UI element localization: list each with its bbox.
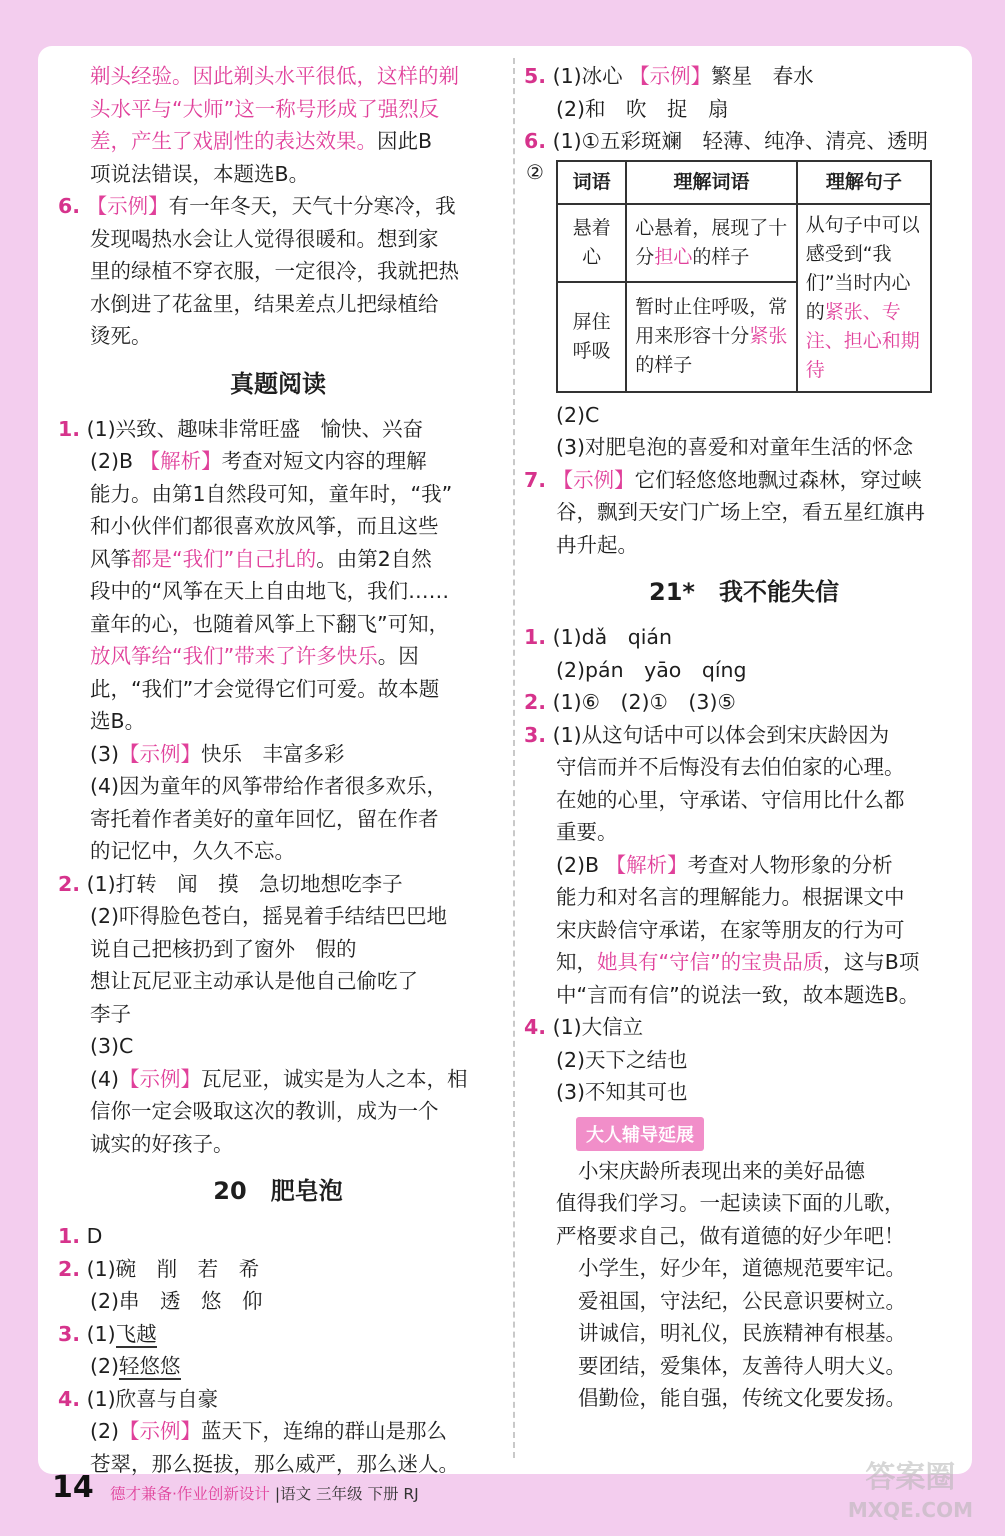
page-number: 14 bbox=[52, 1470, 94, 1505]
q7-text: 它们轻悠悠地飘过森林，穿过峡 bbox=[634, 467, 922, 492]
meaning-highlight: 紧张 bbox=[749, 325, 788, 348]
l20-q3-underlined: 轻悠悠 bbox=[119, 1354, 181, 1378]
l21-q1-number: 1. bbox=[524, 625, 547, 649]
q5-number: 5. bbox=[524, 64, 547, 88]
tutor-line: 小宋庆龄所表现出来的美好品德 bbox=[578, 1158, 865, 1183]
vocab-table-header bbox=[557, 161, 931, 204]
r1-line: 此，“我们”才会觉得它们可爱。故本题 bbox=[90, 676, 440, 701]
meaning-text: 的样子 bbox=[635, 354, 693, 377]
l20-line bbox=[58, 1383, 498, 1416]
l21-highlight: 她具有“守信”的宝贵品质 bbox=[597, 950, 824, 974]
tutor-line: 值得我们学习。一起读读下面的儿歌， bbox=[556, 1191, 905, 1215]
q6-line: 里的绿植不穿衣服，一定很冷，我就把热 bbox=[90, 259, 459, 283]
r1-line: 段中的“风筝在天上自由地飞，我们…… bbox=[90, 579, 450, 603]
r2-line: 李子 bbox=[90, 1001, 131, 1026]
example-tag: 【示例】 bbox=[119, 1066, 202, 1091]
l21-line: 中“言而有信”的说法一致，故本题选B。 bbox=[556, 982, 920, 1007]
meaning-text: 心悬着，展现了十分 bbox=[635, 216, 788, 268]
q5-example: 繁星 春水 bbox=[711, 64, 814, 88]
r1-analysis: 考查对短文内容的理解 bbox=[221, 449, 427, 473]
q6-text: 有一年冬天，天气十分寒冷，我 bbox=[168, 194, 456, 218]
r1-highlight: 放风筝给“我们”带来了许多快乐 bbox=[90, 644, 378, 668]
l21-q3-text: (1)从这句话中可以体会到宋庆龄因为 bbox=[552, 722, 890, 747]
footer-brand: 德才兼备·作业创新设计 bbox=[110, 1485, 270, 1503]
intro-tail: 因此B bbox=[377, 129, 433, 153]
r2-line: 诚实的好孩子。 bbox=[90, 1131, 234, 1156]
r1-line: 的记忆中，久久不忘。 bbox=[90, 839, 295, 863]
answer-page bbox=[38, 46, 972, 1474]
l21-line bbox=[524, 686, 964, 719]
poem-line: 小学生，好少年，道德规范要牢记。 bbox=[578, 1256, 906, 1280]
table-row bbox=[557, 204, 931, 282]
section-title: 真题阅读 bbox=[230, 369, 326, 398]
word-cell: 悬着心 bbox=[557, 204, 626, 282]
l21-text: ，这与B项 bbox=[823, 950, 920, 974]
q6-line bbox=[58, 190, 498, 223]
r1-line bbox=[58, 413, 498, 446]
r1-highlight: 都是“我们”自己扎的 bbox=[131, 546, 317, 571]
l21-q3-number: 3. bbox=[524, 722, 547, 747]
footer-divider: | bbox=[274, 1485, 281, 1503]
analysis-tag: 【解析】 bbox=[139, 449, 222, 473]
l20-line bbox=[58, 1350, 498, 1383]
l20-line bbox=[58, 1220, 498, 1253]
intro-highlight: 差，产生了戏剧性的表达效果。 bbox=[90, 129, 377, 153]
r2-number: 2. bbox=[58, 871, 81, 896]
l20-q3-prefix: (1) bbox=[86, 1321, 116, 1346]
example-tag: 【示例】 bbox=[119, 1419, 202, 1443]
meaning-cell bbox=[626, 204, 796, 282]
r2-line: 说自己把核扔到了窗外 假的 bbox=[90, 936, 357, 961]
r1-answer-3-text: 快乐 丰富多彩 bbox=[201, 741, 345, 766]
r2-line: 想让瓦尼亚主动承认是他自己偷吃了 bbox=[90, 969, 418, 993]
l21-q4-answer: (1)大信立 bbox=[552, 1015, 644, 1039]
l21-line: 守信而并不后悔没有去伯伯家的心理。 bbox=[556, 755, 905, 779]
q5-line bbox=[524, 60, 964, 93]
word-cell: 屏住呼吸 bbox=[557, 282, 626, 392]
header-cell: 词语 bbox=[557, 161, 626, 204]
l21-line: (2)pán yāo qíng bbox=[556, 657, 747, 682]
l20-q1-number: 1. bbox=[58, 1224, 81, 1248]
r1-line: 童年的心，也随着风筝上下翻飞”可知， bbox=[90, 611, 450, 636]
header-cell: 理解词语 bbox=[626, 161, 796, 204]
q7-number: 7. bbox=[524, 467, 547, 492]
l21-q4-number: 4. bbox=[524, 1015, 547, 1039]
example-tag: 【示例】 bbox=[552, 467, 635, 492]
r1-text: 风筝 bbox=[90, 546, 131, 571]
q6r-answer-1: (1)①五彩斑斓 轻薄、纯净、清亮、透明 bbox=[552, 129, 929, 153]
r1-answer-3: (3) bbox=[90, 741, 120, 766]
intro-line bbox=[58, 125, 498, 158]
sentence-cell bbox=[797, 204, 931, 392]
r1-number: 1. bbox=[58, 416, 81, 441]
r2-answer-4-text: 瓦尼亚，诚实是为人之本，相 bbox=[201, 1066, 468, 1091]
footer bbox=[110, 1482, 419, 1504]
footer-subject: 语文 三年级 下册 RJ bbox=[280, 1485, 419, 1503]
l20-q3-underlined: 飞越 bbox=[115, 1321, 157, 1346]
r1-answer-2: (2)B bbox=[90, 449, 134, 473]
l20-line bbox=[58, 1318, 498, 1351]
r1-line: 能力。由第1自然段可知，童年时，“我” bbox=[90, 481, 453, 506]
l21-line bbox=[524, 621, 964, 654]
vocab-table-wrap bbox=[524, 160, 964, 393]
q5-answer-1: (1)冰心 bbox=[552, 64, 623, 88]
q7-line: 谷，飘到天安门广场上空，看五星红旗冉 bbox=[556, 500, 925, 524]
l21-line: 在她的心里，守承诺、守信用比什么都 bbox=[556, 787, 905, 812]
l21-line bbox=[524, 1011, 964, 1044]
example-tag: 【示例】 bbox=[629, 64, 712, 88]
q7-line bbox=[524, 464, 964, 497]
circle-marker: ② bbox=[526, 159, 544, 184]
analysis-tag: 【解析】 bbox=[605, 852, 688, 877]
l21-q2-answer: (1)⑥ (2)① (3)⑤ bbox=[552, 690, 736, 714]
r1-text: 。因 bbox=[377, 644, 419, 668]
l20-q3-prefix: (2) bbox=[90, 1354, 120, 1378]
q6r-line: (2)C bbox=[556, 402, 600, 427]
r1-line: 和小伙伴们都很喜欢放风筝，而且这些 bbox=[90, 514, 439, 538]
poem-line: 爱祖国，守法纪，公民意识要树立。 bbox=[578, 1288, 906, 1313]
watermark-text: 答案圈 bbox=[865, 1460, 956, 1495]
intro-line: 剃头经验。因此剃头水平很低，这样的剃 bbox=[90, 64, 459, 88]
r2-line: 信你一定会吸取这次的教训，成为一个 bbox=[90, 1099, 439, 1123]
l21-line: 能力和对名言的理解能力。根据课文中 bbox=[556, 885, 905, 909]
sentence-highlight: 紧张、专注、担心和期待 bbox=[805, 300, 920, 381]
meaning-text: 暂时止住呼吸，常用来形容十分 bbox=[635, 296, 788, 348]
l20-q4-number: 4. bbox=[58, 1386, 81, 1411]
tutor-badge: 大人辅导延展 bbox=[576, 1117, 704, 1151]
l21-q2-number: 2. bbox=[524, 690, 547, 714]
q5-line: (2)和 吹 捉 扇 bbox=[556, 96, 729, 121]
q7-line: 冉升起。 bbox=[556, 532, 638, 557]
l20-q4-prefix: (2) bbox=[90, 1419, 120, 1443]
tutor-line: 严格要求自己，做有道德的好少年吧！ bbox=[556, 1223, 905, 1248]
r1-answer-1: (1)兴致、趣味非常旺盛 愉快、兴奋 bbox=[86, 416, 424, 441]
l21-line bbox=[524, 849, 964, 882]
r2-line bbox=[58, 1063, 498, 1096]
intro-line: 项说法错误，本题选B。 bbox=[90, 161, 310, 186]
header-cell: 理解句子 bbox=[797, 161, 931, 204]
l21-line: 重要。 bbox=[556, 820, 618, 844]
r2-answer-4: (4) bbox=[90, 1066, 120, 1091]
sentence-text: 从句子中可以感受到“我们”当时内心的 bbox=[805, 213, 920, 323]
l21-q3b-text: 考查对人物形象的分析 bbox=[687, 852, 893, 877]
l21-line bbox=[524, 719, 964, 752]
example-tag: 【示例】 bbox=[86, 194, 169, 218]
r1-line: (4)因为童年的风筝带给作者很多欢乐， bbox=[90, 774, 448, 798]
l20-q2-answer: (1)碗 削 若 希 bbox=[86, 1256, 260, 1281]
r2-line: (2)吓得脸色苍白，摇晃着手结结巴巴地 bbox=[90, 904, 448, 928]
l20-q4-answer: (1)欣喜与自豪 bbox=[86, 1386, 219, 1411]
l20-line bbox=[58, 1415, 498, 1448]
q6r-number: 6. bbox=[524, 129, 547, 153]
l20-q1-answer: D bbox=[86, 1224, 103, 1248]
watermark bbox=[848, 1462, 973, 1526]
r1-line bbox=[58, 543, 498, 576]
l21-line: 宋庆龄信守承诺，在家等朋友的行为可 bbox=[556, 917, 905, 942]
poem-line: 倡勤俭，能自强，传统文化要发扬。 bbox=[578, 1386, 906, 1410]
meaning-cell bbox=[626, 282, 796, 392]
meaning-highlight: 担心 bbox=[654, 245, 693, 268]
r1-line: 选B。 bbox=[90, 709, 146, 733]
r1-line bbox=[58, 738, 498, 771]
poem-line: 讲诚信，明礼仪，民族精神有根基。 bbox=[578, 1321, 906, 1345]
column-divider bbox=[513, 58, 515, 1458]
l21-line: (3)不知其可也 bbox=[556, 1080, 688, 1104]
l21-line bbox=[524, 946, 964, 979]
intro-line: 头水平与“大师”这一称号形成了强烈反 bbox=[90, 96, 440, 121]
q6r-line bbox=[524, 125, 964, 158]
q6-line: 发现喝热水会让人觉得很暖和。想到家 bbox=[90, 226, 439, 251]
q6-line: 水倒进了花盆里，结果差点儿把绿植给 bbox=[90, 291, 439, 316]
r2-answer-1: (1)打转 闻 摸 急切地想吃李子 bbox=[86, 871, 403, 896]
l20-q2-number: 2. bbox=[58, 1256, 81, 1281]
lesson-title: 21* 我不能失信 bbox=[649, 578, 839, 606]
left-column bbox=[58, 60, 498, 1480]
vocab-table bbox=[556, 160, 932, 393]
q6-number: 6. bbox=[58, 194, 81, 218]
l20-q3-number: 3. bbox=[58, 1321, 81, 1346]
l20-q4-text: 蓝天下，连绵的群山是那么 bbox=[201, 1419, 448, 1443]
poem-line: 要团结，爱集体，友善待人明大义。 bbox=[578, 1353, 906, 1378]
r1-line: 寄托着作者美好的童年回忆，留在作者 bbox=[90, 806, 439, 831]
l21-q3b-prefix: (2)B bbox=[556, 852, 600, 877]
lesson-title: 20 肥皂泡 bbox=[213, 1177, 343, 1205]
right-column bbox=[524, 60, 964, 1415]
meaning-text: 的样子 bbox=[692, 245, 750, 268]
r2-line bbox=[58, 868, 498, 901]
l20-line: 苍翠，那么挺拔，那么威严，那么迷人。 bbox=[90, 1451, 459, 1476]
q6r-line: (3)对肥皂泡的喜爱和对童年生活的怀念 bbox=[556, 435, 914, 459]
example-tag: 【示例】 bbox=[119, 741, 202, 766]
watermark-url: MXQE.COM bbox=[847, 1498, 973, 1522]
l20-line bbox=[58, 1253, 498, 1286]
q6-line: 烫死。 bbox=[90, 324, 152, 348]
l20-line: (2)串 透 悠 仰 bbox=[90, 1289, 263, 1313]
r1-line bbox=[58, 445, 498, 478]
r1-text: 。由第2自然 bbox=[316, 546, 432, 571]
l21-line: (2)天下之结也 bbox=[556, 1047, 688, 1072]
r1-line bbox=[58, 640, 498, 673]
r2-line: (3)C bbox=[90, 1034, 134, 1058]
l21-q1-answer: (1)dǎ qián bbox=[552, 625, 672, 649]
l21-text: 知， bbox=[556, 950, 597, 974]
